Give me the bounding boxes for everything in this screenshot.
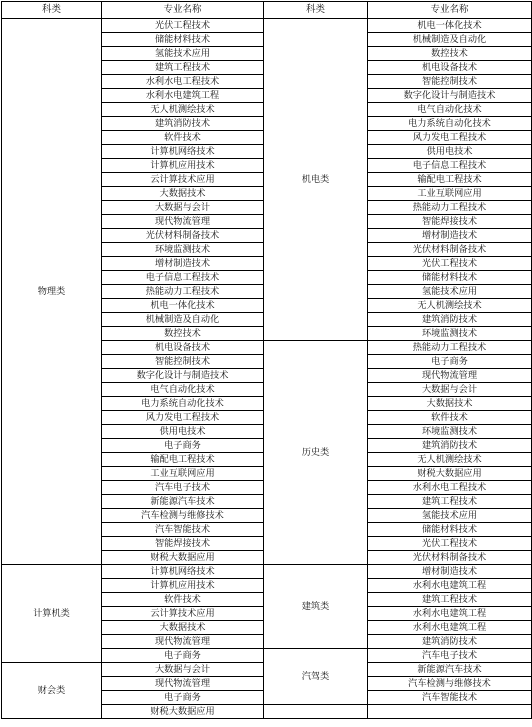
header-row [2,2,532,19]
left-major-cell: 现代物流管理 [102,635,264,649]
right-major-cell: 建筑工程技术 [368,593,532,607]
right-major-cell: 大数据与会计 [368,383,532,397]
left-major-cell: 云计算技术应用 [102,607,264,621]
left-major-cell: 输配电工程技术 [102,453,264,467]
left-major-cell: 汽车智能技术 [102,523,264,537]
left-major-cell: 大数据与会计 [102,663,264,677]
right-major-cell: 光伏材料制备技术 [368,551,532,565]
left-major-cell: 电力系统自动化技术 [102,397,264,411]
right-major-cell: 水利水电工程技术 [368,481,532,495]
right-category-cell: 历史类 [264,341,368,565]
left-major-cell: 电气自动化技术 [102,383,264,397]
left-category-cell: 物理类 [2,19,102,565]
left-major-cell: 汽车电子技术 [102,481,264,495]
left-major-cell: 风力发电工程技术 [102,411,264,425]
left-major-cell: 现代物流管理 [102,215,264,229]
right-major-cell: 汽车智能技术 [368,691,532,705]
right-major-cell: 热能动力工程技术 [368,201,532,215]
left-major-cell: 热能动力工程技术 [102,285,264,299]
right-major-cell: 数控技术 [368,47,532,61]
right-major-cell: 机械制造及自动化 [368,33,532,47]
right-major-cell: 环境监测技术 [368,327,532,341]
header-major-right: 专业名称 [368,2,532,19]
left-major-cell: 汽车检测与维修技术 [102,509,264,523]
right-major-cell: 机电设备技术 [368,61,532,75]
right-major-cell: 汽车检测与维修技术 [368,677,532,691]
right-major-cell: 现代物流管理 [368,369,532,383]
left-major-cell: 增材制造技术 [102,257,264,271]
right-major-cell: 水利水电建筑工程 [368,621,532,635]
left-major-cell: 氢能技术应用 [102,47,264,61]
header-category-left: 科类 [2,2,102,19]
left-major-cell: 建筑消防技术 [102,117,264,131]
right-major-cell: 建筑消防技术 [368,635,532,649]
right-major-cell: 电力系统自动化技术 [368,117,532,131]
left-major-cell: 建筑工程技术 [102,61,264,75]
left-major-cell: 光伏材料制备技术 [102,229,264,243]
right-major-cell: 电气自动化技术 [368,103,532,117]
left-major-cell: 计算机应用技术 [102,159,264,173]
right-major-cell: 储能材料技术 [368,523,532,537]
left-major-cell: 大数据技术 [102,621,264,635]
right-major-cell: 输配电工程技术 [368,173,532,187]
left-major-cell: 大数据技术 [102,187,264,201]
left-major-cell: 现代物流管理 [102,677,264,691]
right-major-cell: 智能控制技术 [368,75,532,89]
left-major-cell: 机电一体化技术 [102,299,264,313]
left-major-cell: 大数据与会计 [102,201,264,215]
left-major-cell: 新能源汽车技术 [102,495,264,509]
right-major-cell: 水利水电建筑工程 [368,579,532,593]
right-major-cell: 热能动力工程技术 [368,341,532,355]
right-category-cell: 机电类 [264,19,368,341]
right-major-cell: 建筑消防技术 [368,313,532,327]
right-category-cell: 汽驾类 [264,649,368,705]
right-major-cell: 水利水电建筑工程 [368,607,532,621]
right-major-cell: 氢能技术应用 [368,285,532,299]
right-major-cell: 无人机测绘技术 [368,299,532,313]
right-major-cell: 储能材料技术 [368,271,532,285]
right-major-cell: 大数据技术 [368,397,532,411]
right-major-cell: 光伏工程技术 [368,257,532,271]
right-major-cell: 建筑工程技术 [368,495,532,509]
left-major-cell: 水利水电建筑工程 [102,89,264,103]
left-major-cell: 水利水电工程技术 [102,75,264,89]
left-major-cell: 环境监测技术 [102,243,264,257]
left-major-cell: 计算机应用技术 [102,579,264,593]
right-major-cell: 环境监测技术 [368,425,532,439]
left-major-cell: 智能焊接技术 [102,537,264,551]
header-major-left: 专业名称 [102,2,264,19]
left-major-cell: 电子商务 [102,649,264,663]
right-major-cell: 建筑消防技术 [368,439,532,453]
left-major-cell: 机电设备技术 [102,341,264,355]
header-category-right: 科类 [264,2,368,19]
left-major-cell: 计算机网络技术 [102,145,264,159]
left-major-cell: 储能材料技术 [102,33,264,47]
right-major-cell: 软件技术 [368,411,532,425]
left-category-cell: 财会类 [2,663,102,719]
left-major-cell: 财税大数据应用 [102,705,264,719]
right-major-cell: 电子商务 [368,355,532,369]
right-major-cell: 光伏工程技术 [368,537,532,551]
right-major-cell: 智能焊接技术 [368,215,532,229]
left-major-cell: 供用电技术 [102,425,264,439]
left-major-cell: 智能控制技术 [102,355,264,369]
left-major-cell: 电子信息工程技术 [102,271,264,285]
left-major-cell: 数字化设计与制造技术 [102,369,264,383]
left-major-cell: 光伏工程技术 [102,19,264,33]
right-major-cell: 数字化设计与制造技术 [368,89,532,103]
right-major-cell: 财税大数据应用 [368,467,532,481]
left-major-cell: 电子商务 [102,691,264,705]
table-row [2,19,532,33]
left-major-cell: 软件技术 [102,131,264,145]
left-major-cell: 无人机测绘技术 [102,103,264,117]
left-major-cell: 云计算技术应用 [102,173,264,187]
right-major-cell: 无人机测绘技术 [368,453,532,467]
right-major-cell: 增材制造技术 [368,229,532,243]
left-major-cell: 计算机网络技术 [102,565,264,579]
right-major-cell: 供用电技术 [368,145,532,159]
left-major-cell: 数控技术 [102,327,264,341]
left-major-cell: 工业互联网应用 [102,467,264,481]
right-major-cell: 电子信息工程技术 [368,159,532,173]
left-major-cell: 财税大数据应用 [102,551,264,565]
right-major-cell: 风力发电工程技术 [368,131,532,145]
empty-cell [368,705,532,719]
right-major-cell: 汽车电子技术 [368,649,532,663]
table-row [2,565,532,579]
left-major-cell: 机械制造及自动化 [102,313,264,327]
empty-cell [264,705,368,719]
right-major-cell: 光伏材料制备技术 [368,243,532,257]
right-major-cell: 工业互联网应用 [368,187,532,201]
right-major-cell: 增材制造技术 [368,565,532,579]
right-major-cell: 机电一体化技术 [368,19,532,33]
majors-table [1,1,532,719]
left-major-cell: 软件技术 [102,593,264,607]
left-major-cell: 电子商务 [102,439,264,453]
right-category-cell: 建筑类 [264,565,368,649]
right-major-cell: 氢能技术应用 [368,509,532,523]
right-major-cell: 新能源汽车技术 [368,663,532,677]
left-category-cell: 计算机类 [2,565,102,663]
